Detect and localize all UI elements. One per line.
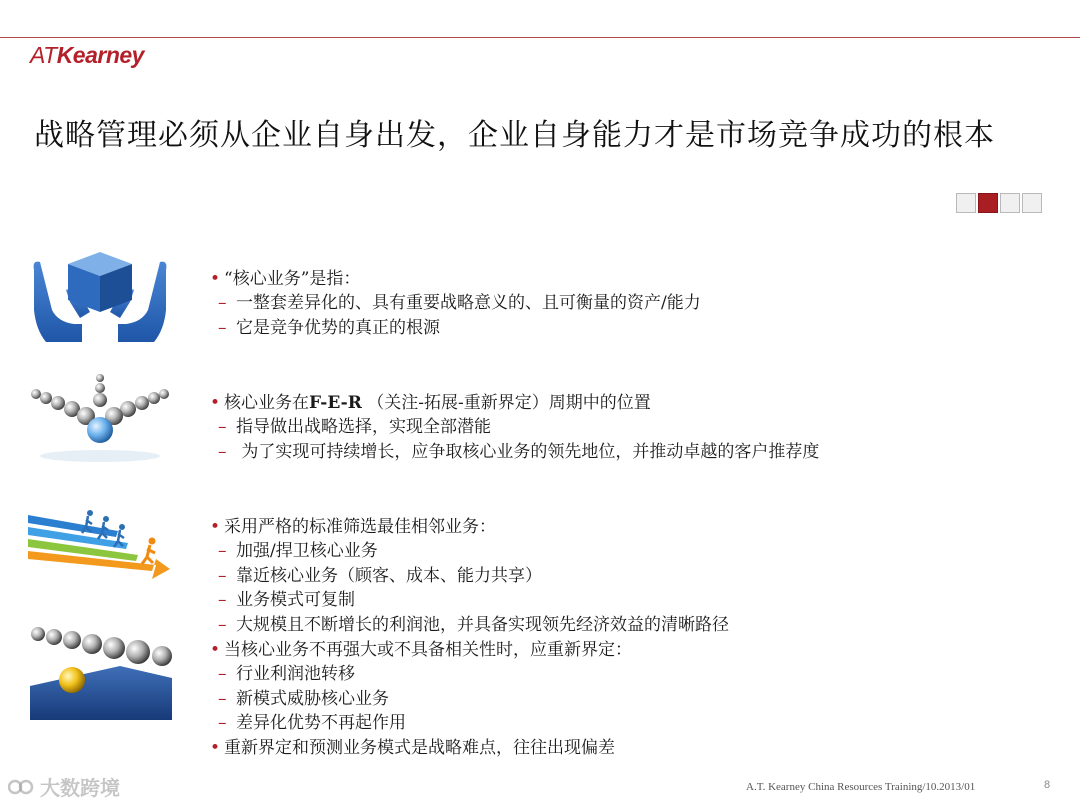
bullet-line (210, 515, 729, 539)
sub-text: 一整套差异化的、具有重要战略意义的、且可衡量的资产/能力 (236, 293, 701, 314)
atkearney-logo (30, 42, 144, 69)
sub-text: 靠近核心业务（顾客、成本、能力共享） (236, 565, 542, 586)
pager-square-3 (1000, 193, 1020, 213)
sub-line (210, 291, 701, 315)
section-adjacent-business (210, 515, 729, 637)
pager-square-4 (1022, 193, 1042, 213)
bullet-marker: • (210, 737, 221, 758)
watermark-text: 大数跨境 (40, 776, 120, 800)
sub-line (210, 415, 819, 439)
bullet-marker: • (210, 517, 221, 537)
sub-line (210, 440, 819, 464)
bullet-text-bold: F-E-R (309, 393, 362, 413)
section-redefine (210, 638, 632, 760)
sub-line (210, 588, 729, 612)
dash-marker: – (218, 590, 227, 611)
pager-square-1 (956, 193, 976, 213)
dash-marker: – (218, 688, 227, 709)
bullet-marker: • (210, 640, 221, 660)
gold-sphere-among-silver-icon (30, 620, 172, 720)
dash-marker: – (218, 541, 227, 562)
bullet-text: 重新界定和预测业务模式是战略难点，往往出现偏差 (224, 737, 615, 758)
dash-marker: – (218, 565, 227, 586)
slide-title: 战略管理必须从企业自身出发，企业自身能力才是市场竞争成功的根本 (34, 118, 995, 153)
dash-marker: – (218, 713, 227, 734)
watermark-logo-icon (8, 777, 34, 797)
bullet-marker: • (210, 269, 221, 289)
bullet-text-pre: 核心业务在 (224, 393, 309, 413)
bullet-text-post: （关注-拓展-重新界定）周期中的位置 (361, 393, 651, 413)
hands-holding-cube-icon (30, 250, 170, 342)
bullet-text: 采用严格的标准筛选最佳相邻业务： (224, 517, 496, 537)
dash-marker: – (218, 417, 227, 438)
watermark (8, 772, 120, 801)
sub-text: 加强/捍卫核心业务 (236, 541, 378, 562)
section-fer-cycle (210, 391, 819, 464)
bullet-text: “核心业务”是指： (224, 269, 361, 289)
bullet-line (210, 267, 701, 291)
sub-line (210, 316, 701, 340)
chrome-spheres-v-formation-icon (28, 368, 172, 464)
sub-text: 业务模式可复制 (236, 590, 355, 611)
sub-line (210, 564, 729, 588)
sub-text: 新模式威胁核心业务 (236, 688, 389, 709)
runners-on-arrows-icon (28, 505, 170, 579)
dash-marker: – (218, 293, 227, 314)
dash-marker: – (218, 317, 227, 338)
dash-marker: – (218, 614, 227, 635)
pager-square-2-active (978, 193, 998, 213)
section-core-business-definition (210, 267, 701, 340)
sub-text: 大规模且不断增长的利润池，并具备实现领先经济效益的清晰路径 (236, 614, 729, 635)
sub-text: 它是竞争优势的真正的根源 (236, 317, 440, 338)
sub-line (210, 539, 729, 563)
sub-line (210, 613, 729, 637)
top-rule (0, 37, 1080, 38)
sub-text: 差异化优势不再起作用 (236, 713, 406, 734)
logo-kearney: Kearney (56, 42, 144, 68)
logo-at: AT (30, 42, 57, 68)
sub-line (210, 711, 632, 735)
page-number: 8 (1044, 779, 1051, 791)
bullet-line (210, 391, 819, 415)
sub-line (210, 687, 632, 711)
dash-marker: – (218, 441, 227, 462)
footer-source: A.T. Kearney China Resources Training/10.2013/01 (746, 781, 976, 793)
bullet-text: 当核心业务不再强大或不具备相关性时，应重新界定： (224, 640, 632, 660)
sub-text: 指导做出战略选择，实现全部潜能 (236, 417, 491, 438)
sub-text: 为了实现可持续增长，应争取核心业务的领先地位，并推动卓越的客户推荐度 (236, 441, 820, 462)
slide-pager (956, 193, 1042, 213)
dash-marker: – (218, 664, 227, 685)
bullet-line (210, 736, 632, 760)
bullet-line (210, 638, 632, 662)
sub-text: 行业利润池转移 (236, 664, 355, 685)
bullet-marker: • (210, 393, 221, 413)
sub-line (210, 662, 632, 686)
